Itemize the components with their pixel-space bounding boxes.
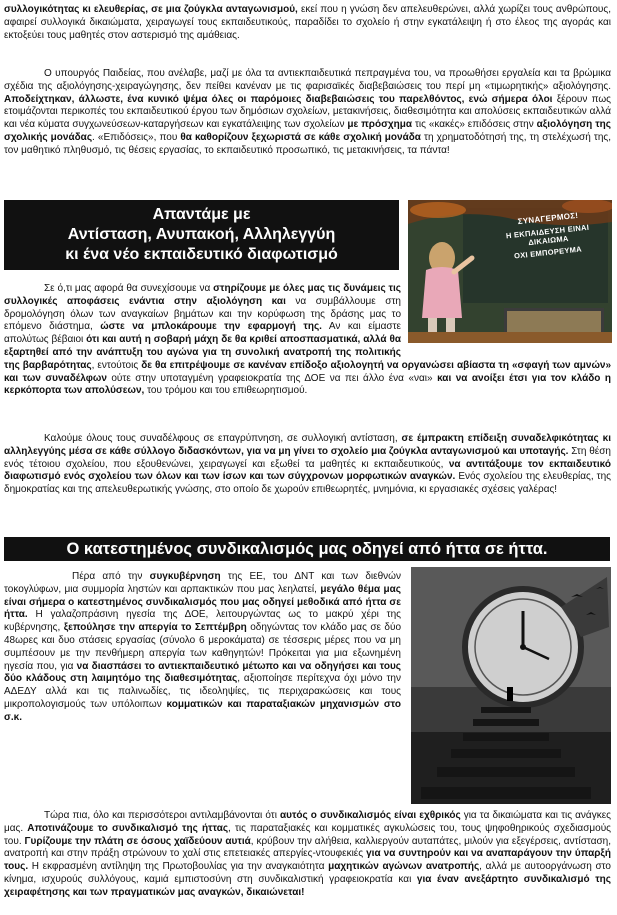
bold-text: Γυρίζουμε την πλάτη σε όσους χαϊδεύουν αυτιά — [24, 835, 251, 847]
body-text: Η εκφρασμένη αντίληψη της Πρωτοβουλίας για την αναγκαιότητα — [28, 861, 329, 873]
body-text: Τώρα πια, όλο και περισσότεροι αντιλαμβάνονται ότι — [44, 810, 280, 821]
paragraph-intro — [4, 4, 611, 42]
body-text: . «Επιδόσεις», που — [92, 131, 181, 143]
body-text: οδηγώντας τον κλάδο μας σε δύο 48ωρες και δυο στάσεις εργασίας (σύνολο 6 μεροκάματα) σε τέσσερις μέρες που να μη συμπέσουν με την πενθήμερη απεργία των καθηγητών! Πρόκειται για μια εξωνημένη ηγεσία που, για — [4, 622, 402, 672]
section-banner-unionism — [4, 537, 610, 561]
clock-staircase-illustration — [411, 567, 611, 804]
bold-text: συλλογικότητας κι ελευθερίας, σε μια ζούγκλα ανταγωνισμού, — [4, 4, 298, 15]
body-text: εκεί που η γνώση δεν απελευθερώνει, αλλά χωρίζει τους ανθρώπους, αφαιρεί συλλογικά δικαιώματα, χειραγωγεί τους εκπαιδευτικούς, παραδίδει το σχολείο ή στην εγκατάλειψη ή στο έλεος της αγοράς και εκτοξεύει τους μαθητές στον αστερισμό της αμάθειας. — [4, 4, 611, 41]
paragraph-evaluation-stance — [4, 283, 611, 398]
body-text: ξέρουν πως ετοιμάζονται περικοπές του εκπαιδευτικού έργου των δημόσιων σχολείων, μετακινήσεις, διαθεσιμότητα και απολύσεις εκπαιδευτικών αλλά και νέα κύματα συγχωνεύσεων-καταργήσεων και εγκατάλειψης των σχολείων — [4, 93, 611, 131]
bold-text: ξεπούλησε την απεργία το Σεπτέμβρη — [63, 622, 247, 634]
paragraph-establishment-unionism — [4, 571, 401, 725]
body-text: , αξιοποίησε περίτεχνα όχι μόνο την ΑΔΕΔΥ αλλά και τις παλινωδίες, τις ιδεοληψίες, τις περιχαρακώσεις και τους μικροπολογισμούς των υπόλοιπων — [4, 673, 401, 710]
bold-text: σε έμπρακτη επίδειξη συναδελφικότητας κι αλληλεγγύης μέσα σε κάθε σύλλογο διδασκόντων, για να μη γίνει το σχολείο μια ζούγκλα ανταγωνισμού και υποταγής. — [4, 433, 611, 457]
bold-text: αυτός ο συνδικαλισμός είναι εχθρικός — [280, 810, 461, 821]
body-text: Ο υπουργός Παιδείας, που ανέλαβε, μαζί με όλα τα αντιεκπαιδευτικά πεπραγμένα του, να προωθήσει εργαλεία και τα βρώμικα σχέδια της αξιολόγησης-χειραγώγησης, δεν πείθει κανέναν με τις φαρισαϊκές διαβεβαιώσεις του περί μη «τιμωρητικής» αξιολόγησης. — [4, 68, 611, 92]
body-text: για τα δικαιώματα και τις ανάγκες μας. — [4, 810, 611, 834]
body-text: Η γαλαζοπράσινη ηγεσία της ΔΟΕ, λειτουργώντας ως το μακρύ χέρι της κυβέρνησης, — [4, 609, 401, 634]
poster-caption: ΟΧΙ ΕΜΠΟΡΕΥΜΑ — [513, 244, 583, 261]
bold-text: στηρίζουμε με όλες μας τις δυνάμεις τις συλλογικές αποφάσεις ενάντια στην αξιολόγηση και — [4, 283, 401, 307]
bold-text: ότι και αυτή η σοβαρή μάχη δε θα κριθεί αποσπασματικά, αλλά θα εξαρτηθεί από την ανάπτυξη του αγώνα για τη συνολική ανατροπή της πολιτικής της βαρβαρότητας — [4, 334, 401, 371]
body-text: του τρόμου και του επιθεωρητισμού. — [144, 385, 308, 397]
section-banner-resistance — [4, 200, 399, 270]
body-text: Καλούμε όλους τους συναδέλφους σε επαγρύπνηση, σε συλλογική αντίσταση, — [44, 433, 402, 444]
body-text: Αν και είμαστε απολύτως βέβαιοι — [4, 321, 401, 346]
paragraph-minister — [4, 68, 611, 158]
body-text: τη χρηματοδότησή της, τη στελέχωσή της, τον μαθητικό πληθυσμό, τις θέσεις εργασίας, το εκπαιδευτικό προσωπικό, τις μετακινήσεις, τα πάντα! — [4, 131, 611, 156]
bold-text: δε θα επιτρέψουμε σε κανέναν επίδοξο αξιολογητή να οργανώσει αβίαστα τη «σφαγή των αμνών» και των συναδέλφων — [4, 359, 612, 384]
bold-text: και να ανοίξει έτσι για τον κλάδο η κερκόπορτα των απολύσεων, — [4, 372, 611, 397]
body-text: , κρύβουν την αλήθεια, καλλιεργούν αυταπάτες, μιλούν για εξεγέρσεις, αντίσταση, ανατροπή και στην πράξη στρώνουν το χαλί στις επετειακές απεργίες-ντουφεκιές — [4, 835, 612, 860]
body-text: Σε ό,τι μας αφορά θα συνεχίσουμε να — [44, 283, 214, 294]
body-text: , εντούτοις — [91, 359, 142, 371]
body-text: να συμβάλλουμε στη δρομολόγηση όλων των αναγκαίων βημάτων και την κορύφωση της δράσης μας το επόμενο διάστημα, — [4, 295, 401, 333]
paragraph-call-to-colleagues — [4, 433, 611, 497]
banner-title: Ο κατεστημένος συνδικαλισμός μας οδηγεί από ήττα σε ήττα. — [66, 539, 548, 558]
bold-text: μαχητικών αγώνων ανατροπής — [328, 861, 480, 873]
poster-caption: Η ΕΚΠΑΙΔΕΥΣΗ ΕΙΝΑΙ ΔΙΚΑΙΩΜΑ — [505, 222, 590, 248]
body-text: , τις παραταξιακές και κομματικές αγκυλώσεις του, τους ψηφοθηρικούς σχεδιασμούς του. — [4, 822, 611, 847]
body-text: ούτε στην υποταγμένη γραφειοκρατία της ΔΟΕ να πει άλλο ένα «ναι» — [106, 372, 438, 384]
banner-line: κι ένα νέο εκπαιδευτικό διαφωτισμό — [65, 246, 338, 263]
bold-text: ώστε να μπλοκάρουμε την εφαρμογή της. — [100, 321, 322, 333]
bold-text: με πρόσχημα — [347, 119, 413, 131]
bold-text: μεγάλο θέμα μας είναι σήμερα ο κατεστημένος συνδικαλισμός που μας οδηγεί μεθοδικά από ήττα σε ήττα. — [4, 583, 401, 621]
poster-caption: ΣΥΝΑΓΕΡΜΟΣ! — [517, 210, 579, 227]
bold-text: να διασπάσει το αντιεκπαιδευτικό μέτωπο και να οδηγήσει και τους δύο κλάδους στη λαιμητόμο της διαθεσιμότητας — [4, 660, 401, 685]
float-spacer — [401, 283, 611, 347]
body-text: τις «κακές» επιδόσεις στην — [412, 119, 537, 131]
bold-text: Αποτινάζουμε το συνδικαλισμό της ήττας — [27, 822, 229, 834]
body-text: Στη θέση ενός τέτοιου σχολείου, που εξουθενώνει, χειραγωγεί και εξωθεί τα μαθητές κι εκπαιδευτικούς, — [4, 445, 611, 470]
bold-text: αξιολόγηση της σχολικής μονάδας — [4, 119, 611, 143]
bold-text: συγκυβέρνηση — [149, 571, 221, 582]
bold-text: για να συντηρούν και να αναπαράγουν την ύπαρξή τους. — [4, 848, 611, 873]
banner-line: Απαντάμε με — [152, 206, 251, 223]
bold-text: για έναν ανεξάρτητο συνδικαλισμό της χειραφέτησης και των πραγματικών μας αναγκών, δικαιώνεται! — [4, 873, 611, 898]
bold-text: κομματικών και παραταξιακών μηχανισμών στο σ.κ. — [4, 698, 401, 723]
bold-text: Αποδείχτηκαν, άλλωστε, ένα κυνικό ψέμα όλες οι παρόμοιες διαβεβαιώσεις του παρελθόντος, ενώ σήμερα όλοι — [4, 93, 553, 105]
bold-text: θα καθορίζουν ξεχωριστά σε κάθε σχολική μονάδα — [180, 131, 421, 143]
body-text: , αλλά με αυτοοργάνωση στο κίνημα, ισχυρούς συλλόγους, καμιά εμπιστοσύνη στη συνδικαλιστική γραφειοκρατία και — [4, 861, 611, 885]
person-silhouette-icon — [507, 687, 513, 701]
paragraph-rejecting-defeat — [4, 810, 611, 900]
bold-text: να αντιτάξουμε τον εκπαιδευτικό διαφωτισμό ενός σχολείου των όλων και των ίσων και των σύγχρονων μορφωτικών αναγκών. — [4, 458, 611, 483]
body-text: Πέρα από την — [72, 571, 150, 582]
body-text: της ΕΕ, του ΔΝΤ και των διεθνών τοκογλύφων, μια συμμορία ληστών και αρπακτικών που μας λεηλατεί, — [4, 571, 401, 595]
shattered-clock-image — [411, 567, 611, 804]
body-text: Ενός σχολείου της ελευθερίας, της δημοκρατίας και της απελευθερωτικής γνώσης, στο οποίο δε χωρούν επιθεωρητές, μνημόνια, κι εργασιακές σχέσεις γαλέρας! — [4, 471, 611, 496]
banner-line: Αντίσταση, Ανυπακοή, Αλληλεγγύη — [67, 226, 336, 243]
